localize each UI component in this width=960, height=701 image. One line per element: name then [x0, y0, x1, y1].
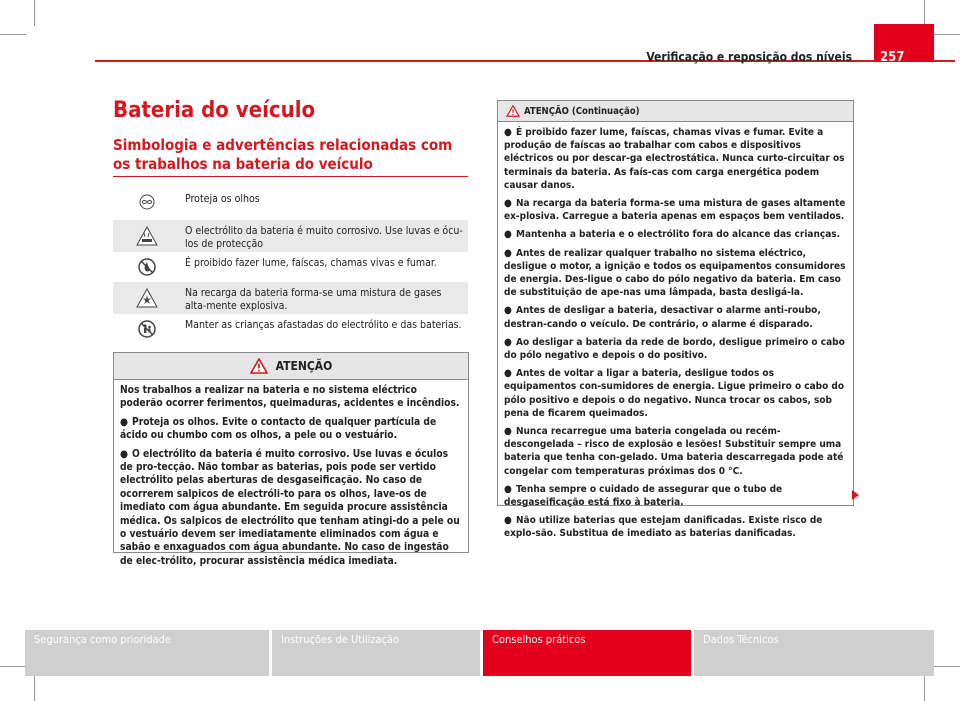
warning-header: [114, 353, 468, 380]
symbol-text: Na recarga da bateria forma-se uma mistura de gases alta-mente explosiva.: [185, 287, 442, 312]
page-number: 257: [880, 50, 905, 65]
eye-protection-icon: [113, 188, 181, 218]
footer-tab-instructions[interactable]: [272, 630, 480, 676]
symbol-row: [113, 282, 468, 314]
warning-box: [113, 352, 469, 567]
warning-paragraph: [504, 304, 847, 330]
warning-text: Proteja os olhos. Evite o contacto de qualquer partícula de ácido ou chumbo com os olhos, a pele ou o vestuário.: [120, 416, 437, 442]
warning-text: Na recarga da bateria forma-se uma mistura de gases altamente ex-plosiva. Carregue a bateria apenas em espaços bem ventilados.: [504, 198, 846, 223]
bullet: ●: [504, 127, 512, 138]
warning-text: Antes de realizar qualquer trabalho no sistema eléctrico, desligue o motor, a ignição e todos os equipamentos consumidores de energia. Des-ligue o cabo do pólo negativo da bateria. Em caso de substituição de ape-nas uma lâmpada, basta desligá-la.: [504, 247, 846, 299]
no-fire-icon: [113, 252, 181, 282]
warning-paragraph: [504, 514, 847, 540]
page-header-title: Verificação e reposição dos níveis: [646, 50, 852, 64]
warning-triangle-icon: [506, 105, 520, 117]
bullet: ●: [504, 426, 512, 438]
warning-title: ATENÇÃO (Continuação): [524, 105, 640, 117]
bullet: ●: [120, 448, 128, 460]
crop-mark: [0, 34, 26, 35]
symbol-text: Manter as crianças afastadas do electrólito e das baterias.: [185, 319, 462, 331]
warning-text: Ao desligar a bateria da rede de bordo, desligue primeiro o cabo do pólo negativo e depois o do positivo.: [504, 336, 845, 362]
warning-text: Nos trabalhos a realizar na bateria e no sistema eléctrico poderão ocorrer ferimentos, queimaduras, acidentes e incêndios.: [120, 385, 460, 410]
crop-mark: [924, 0, 925, 26]
warning-text: Mantenha a bateria e o electrólito fora do alcance das crianças.: [516, 229, 841, 241]
warning-text: O electrólito da bateria é muito corrosivo. Use luvas e óculos de pro-tecção. Não tombar as baterias, pois pode ser vertido electrólito pelas aberturas de desgaseificação. No caso de ocorrerem salpicos de electróli-to para os olhos, lave-os de imediato com água abundante. Em seguida procure assistência médica. Os salpicos de electrólito que tenham atingi-do a pele ou o vestuário devem ser imediatamente eliminados com água e sabão e enxaguados com água abundante. No caso de ingestão de elec-trólito, procurar assistência médica imediata.: [120, 448, 460, 567]
warning-title: ATENÇÃO: [275, 359, 333, 373]
bullet: ●: [120, 416, 128, 428]
symbol-text: É proibido fazer lume, faíscas, chamas vivas e fumar.: [185, 257, 437, 269]
crop-mark: [34, 676, 35, 701]
subtitle-rule: [113, 176, 468, 177]
bullet: ●: [504, 483, 512, 495]
footer-tab-label: Conselhos práticos: [492, 633, 586, 646]
warning-paragraph: [504, 247, 847, 300]
warning-paragraph: [120, 384, 462, 411]
warning-text: Antes de desligar a bateria, desactivar o alarme anti-roubo, destran-cando o veículo. De contrário, o alarme é disparado.: [504, 305, 821, 330]
section-title: Bateria do veículo: [113, 98, 316, 123]
warning-text: Nunca recarregue uma bateria congelada ou recém-descongelada – risco de explosão e lesões! Substituir sempre uma bateria que tenha con-gelado. Uma bateria descarregada pode até congelar com temperaturas próximas dos 0 °C.: [504, 426, 844, 477]
footer-tab-label: Dados Técnicos: [703, 633, 779, 646]
footer-tab-practical-tips[interactable]: [483, 630, 691, 676]
warning-body: [114, 380, 468, 577]
bullet: ●: [504, 198, 512, 210]
warning-text: Tenha sempre o cuidado de assegurar que o tubo de desgaseificação está fixo à bateria.: [504, 483, 783, 509]
symbol-row: [113, 188, 468, 218]
warning-paragraph: [504, 483, 847, 509]
warning-paragraph: [504, 336, 847, 362]
warning-text: Antes de voltar a ligar a bateria, desligue todos os equipamentos con-sumidores de energia. Ligue primeiro o cabo do pólo positivo e depois o do negativo. Nunca trocar os cabos, sob pena de ficarem queimados.: [504, 368, 845, 419]
section-subtitle: Simbologia e advertências relacionadas com os trabalhos na bateria do veículo: [113, 136, 453, 173]
warning-paragraph: [504, 367, 847, 420]
bullet: ●: [504, 368, 512, 380]
symbol-row: [113, 314, 468, 344]
crop-mark: [0, 666, 26, 667]
crop-mark: [934, 666, 960, 667]
bullet: ●: [504, 229, 512, 241]
keep-children-away-icon: [113, 314, 181, 344]
warning-paragraph: [120, 448, 462, 569]
warning-header: [498, 101, 853, 122]
warning-box-continued: [497, 100, 854, 540]
bullet: ●: [504, 336, 512, 348]
symbol-text: O electrólito da bateria é muito corrosivo. Use luvas e ócu-los de protecção: [185, 225, 463, 250]
corrosive-icon: [113, 220, 181, 252]
warning-text: É proibido fazer lume, faíscas, chamas vivas e fumar. Evite a produção de faíscas ao trabalhar com cabos e dispositivos eléctricos ou por descar-ga electrostática. Nunca curto-circuitar os terminais da bateria. As faís-cas com carga energética podem causar danos.: [504, 127, 845, 191]
explosive-icon: [113, 282, 181, 314]
warning-paragraph: [504, 126, 847, 192]
bullet: ●: [504, 515, 512, 527]
crop-mark: [924, 676, 925, 701]
footer-tab-label: Instruções de Utilização: [281, 633, 400, 646]
warning-paragraph: [120, 416, 462, 443]
footer-tab-safety[interactable]: [25, 630, 269, 676]
warning-paragraph: [504, 425, 847, 478]
warning-paragraph: [504, 228, 847, 241]
warning-triangle-icon: [250, 358, 268, 374]
warning-text: Não utilize baterias que estejam danificadas. Existe risco de explo-são. Substitua de imediato as baterias danificadas.: [504, 515, 823, 540]
symbol-text: Proteja os olhos: [185, 193, 260, 205]
crop-mark: [34, 0, 35, 26]
footer-tab-label: Segurança como prioridade: [34, 633, 172, 646]
bullet: ●: [504, 247, 512, 259]
crop-mark: [934, 34, 960, 35]
bullet: ●: [504, 305, 512, 317]
footer-tab-technical-data[interactable]: [694, 630, 934, 676]
warning-paragraph: [504, 197, 847, 223]
warning-body: [498, 122, 853, 550]
symbol-row: [113, 252, 468, 282]
symbol-row: [113, 220, 468, 252]
continue-arrow-icon: [852, 490, 859, 500]
